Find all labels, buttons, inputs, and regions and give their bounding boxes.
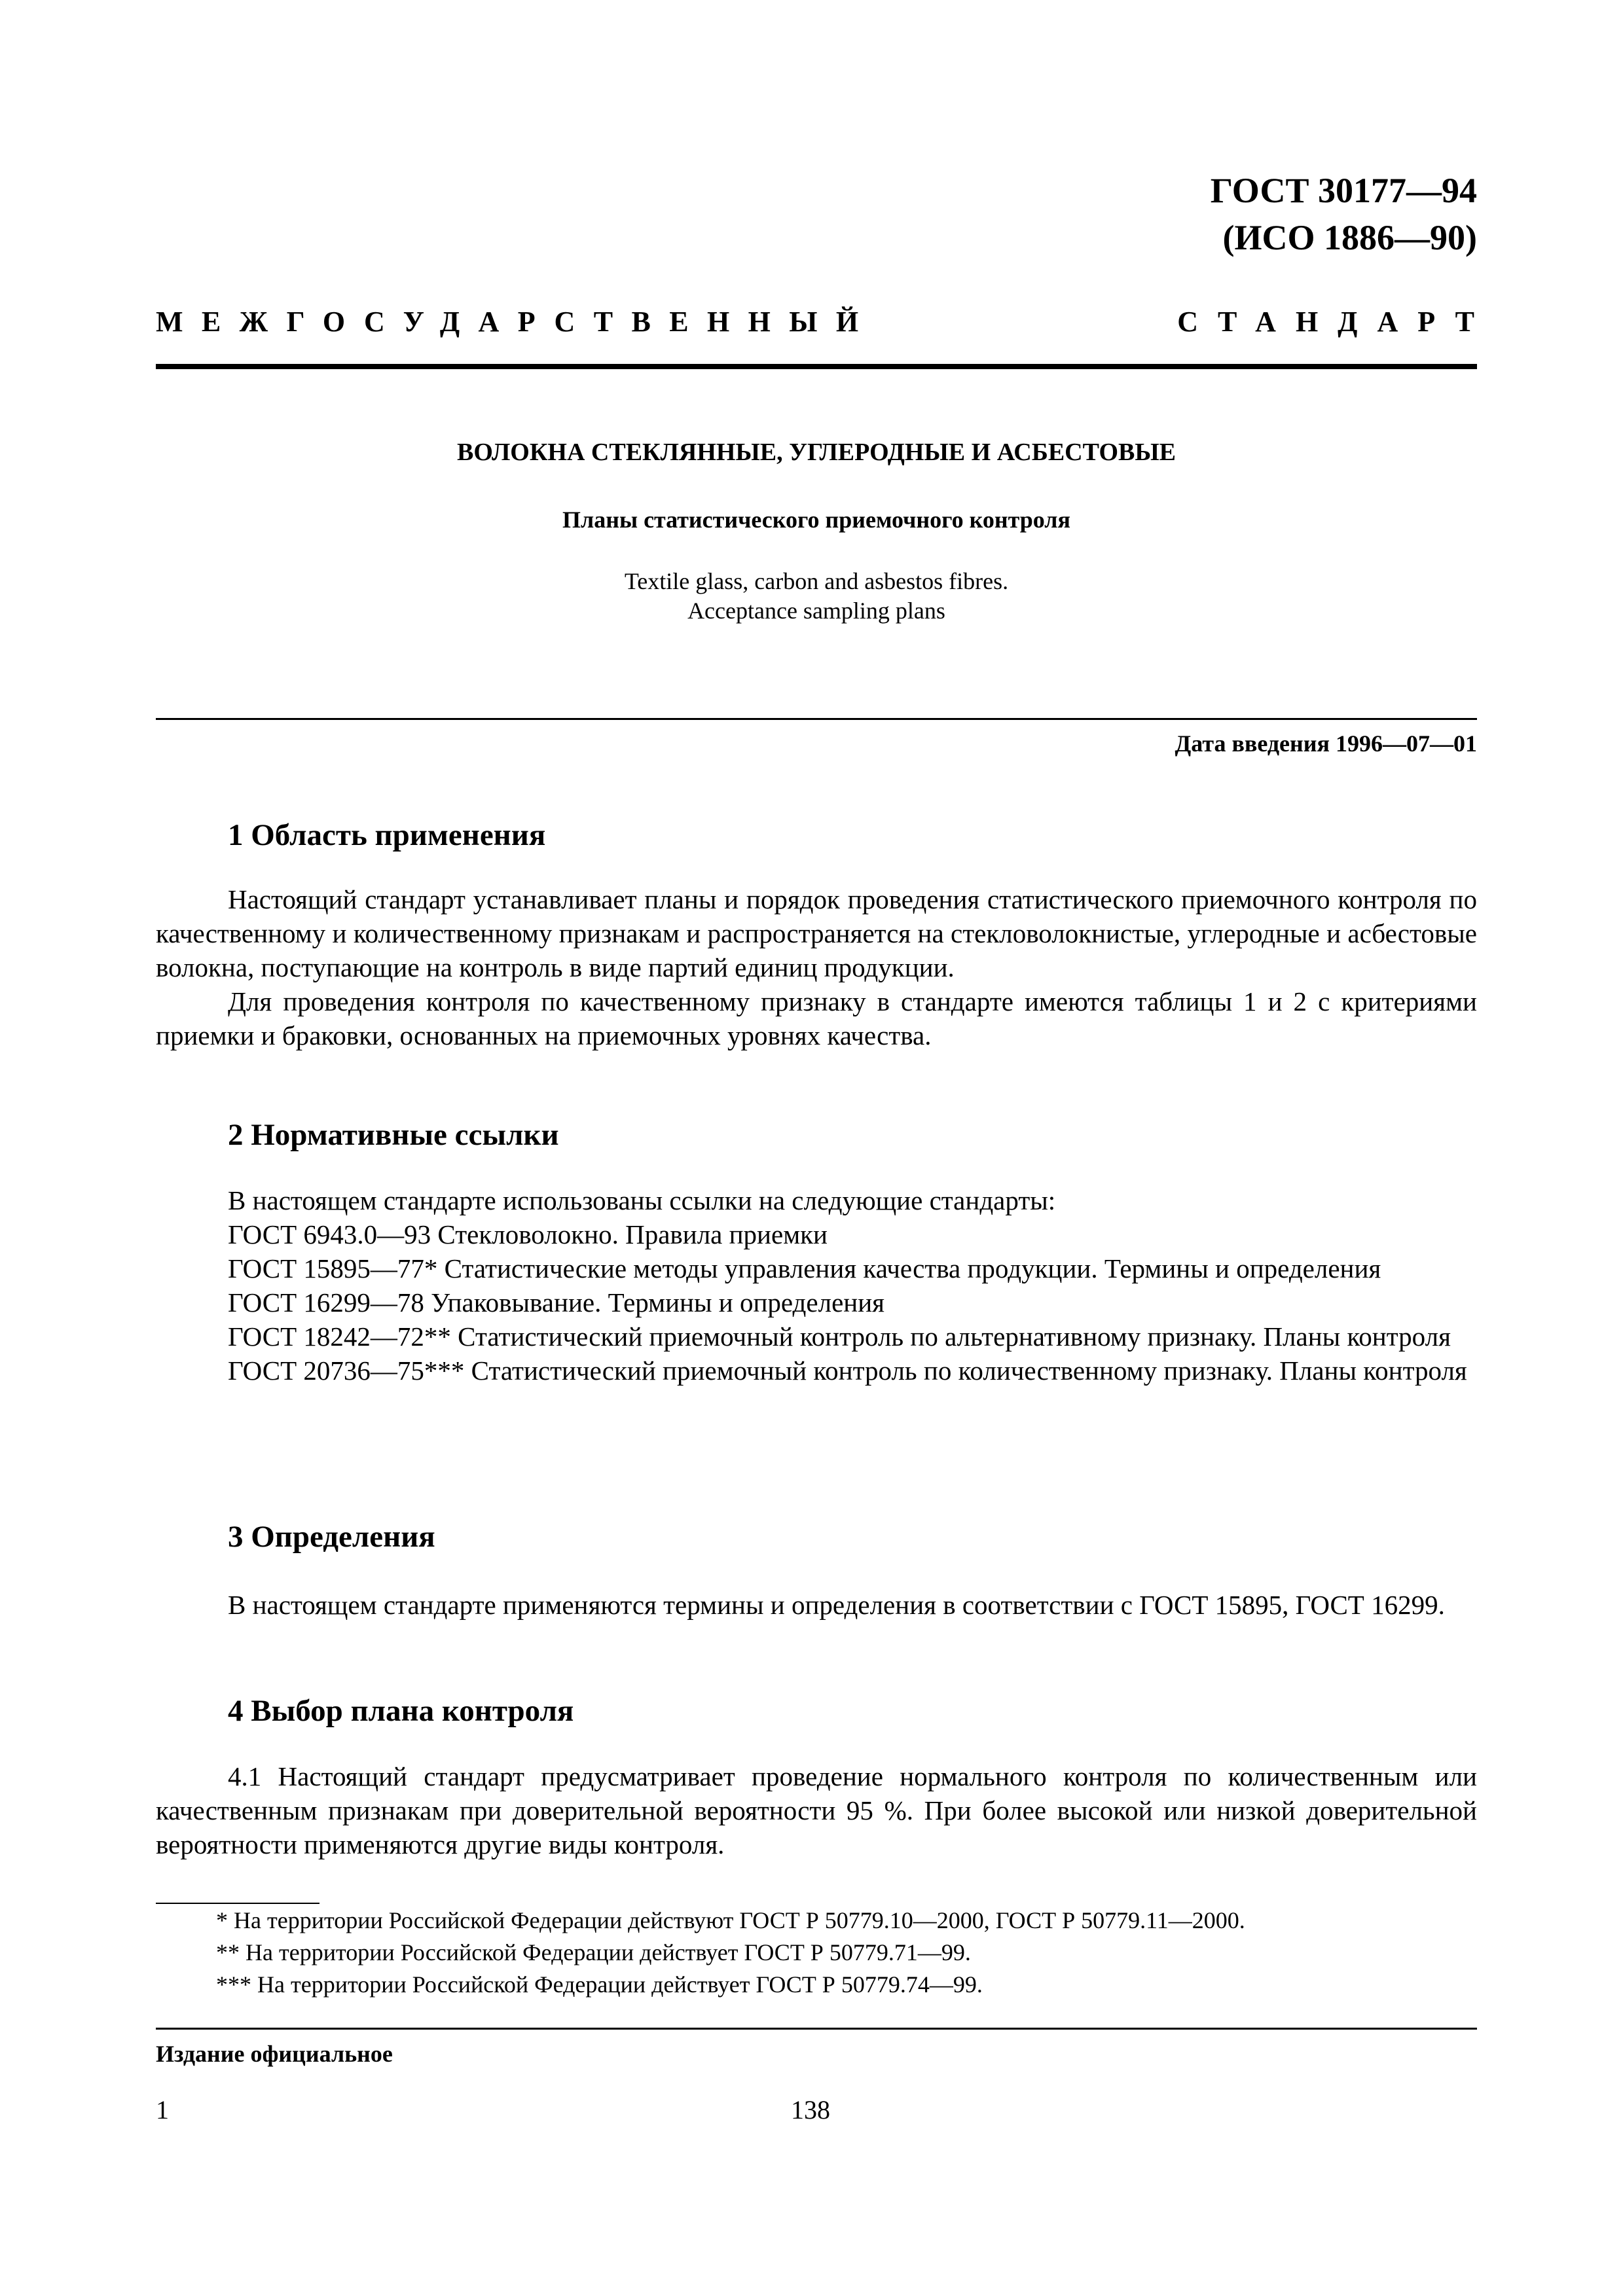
document-page: [156, 0, 1494, 2296]
paragraph: 4.1 Настоящий стандарт предусматривает проведение нормального контроля по количественным или качественным признакам при доверительной вероятности 95 %. При более высокой или низкой доверительной вероятности применяются другие виды контроля.: [156, 1761, 1477, 1859]
document-subtitle: Планы статистического приемочного контроля: [562, 507, 1070, 533]
standard-word: СТАНДАРТ: [1177, 306, 1494, 338]
section-heading-references: 2 Нормативные ссылки: [228, 1118, 559, 1152]
footer-rule: [156, 2028, 1477, 2030]
page-number: 138: [791, 2095, 830, 2125]
footnote-rule: [156, 1903, 319, 1904]
section-heading-definitions: 3 Определения: [228, 1520, 435, 1554]
sheet-number: 1: [156, 2095, 169, 2125]
official-edition-label: Издание официальное: [156, 2041, 393, 2067]
section-text-scope: [156, 882, 1477, 1052]
introduction-date: Дата введения 1996—07—01: [1175, 730, 1477, 757]
reference-item: ГОСТ 15895—77* Статистические методы управления качества продукции. Термины и определения: [228, 1253, 1381, 1283]
section-text-definitions: [156, 1588, 1477, 1622]
footnote: * На территории Российской Федерации действуют ГОСТ Р 50779.10—2000, ГОСТ Р 50779.11—2000.: [216, 1907, 1245, 1933]
paragraph: Настоящий стандарт устанавливает планы и порядок проведения статистического приемочного контроля по качественному и количественному признакам и распространяется на стекловолокнистые, углеродные и асбестовые волокна, поступающие на контроль в виде партий единиц продукции.: [156, 884, 1477, 982]
gost-number: ГОСТ 30177—94: [1210, 171, 1477, 210]
section-heading-scope: 1 Область применения: [228, 818, 546, 852]
english-title-line: Textile glass, carbon and asbestos fibres.: [624, 568, 1009, 594]
document-title: ВОЛОКНА СТЕКЛЯННЫЕ, УГЛЕРОДНЫЕ И АСБЕСТОВЫЕ: [456, 439, 1176, 466]
paragraph: В настоящем стандарте применяются термины и определения в соответствии с ГОСТ 15895, ГОСТ 16299.: [228, 1590, 1445, 1620]
reference-item: ГОСТ 16299—78 Упаковывание. Термины и определения: [228, 1287, 885, 1318]
header-rule: [156, 364, 1477, 369]
reference-item: ГОСТ 18242—72** Статистический приемочный контроль по альтернативному признаку. Планы контроля: [228, 1321, 1451, 1352]
iso-number: (ИСО 1886—90): [1222, 218, 1477, 257]
footnote: *** На территории Российской Федерации действует ГОСТ Р 50779.74—99.: [216, 1971, 983, 1998]
interstate-standard-banner: [156, 302, 1494, 342]
paragraph: В настоящем стандарте использованы ссылки на следующие стандарты:: [228, 1185, 1056, 1215]
gost-identifier: [1211, 167, 1477, 261]
section-text-references: [156, 1183, 1477, 1388]
interstate-word: МЕЖГОСУДАРСТВЕННЫЙ: [156, 306, 877, 338]
footnotes: [156, 1905, 1477, 2001]
section-heading-plan-selection: 4 Выбор плана контроля: [228, 1694, 574, 1728]
footnote: ** На территории Российской Федерации действует ГОСТ Р 50779.71—99.: [216, 1939, 971, 1965]
english-title-line: Acceptance sampling plans: [687, 598, 945, 624]
title-rule: [156, 718, 1477, 720]
reference-item: ГОСТ 6943.0—93 Стекловолокно. Правила приемки: [228, 1219, 828, 1249]
english-title: [156, 567, 1477, 626]
section-text-plan-selection: [156, 1759, 1477, 1861]
paragraph: Для проведения контроля по качественному признаку в стандарте имеются таблицы 1 и 2 с критериями приемки и браковки, основанных на приемочных уровнях качества.: [156, 986, 1477, 1050]
reference-item: ГОСТ 20736—75*** Статистический приемочный контроль по количественному признаку. Планы контроля: [228, 1355, 1467, 1386]
